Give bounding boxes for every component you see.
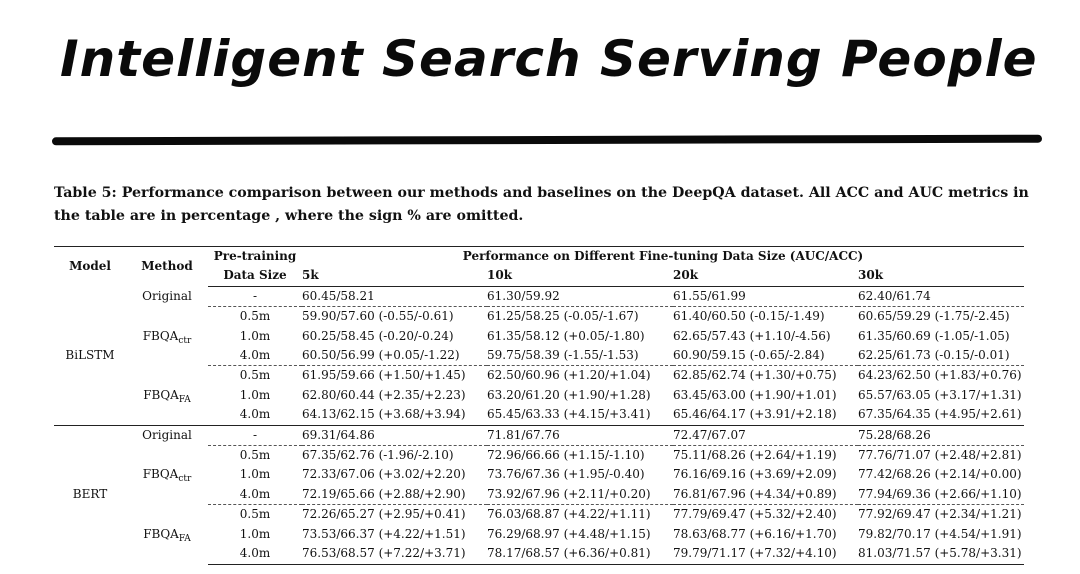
banner-title: Intelligent Search Serving People [60,30,1038,88]
table-cell: 61.25/58.25 (-0.05/-1.67) [487,307,673,327]
table-cell: 77.42/68.26 (+2.14/+0.00) [858,467,1022,482]
table-cell: 75.11/68.26 (+2.64/+1.19) [673,446,858,466]
header-size-5k: 5k [302,266,487,286]
table-cell: 72.26/65.27 (+2.95/+0.41) [302,505,487,525]
table-cell: 69.31/64.86 [302,425,487,445]
header-performance: Performance on Different Fine-tuning Data Size (AUC/ACC) [302,247,1024,267]
table-cell: 60.65/59.29 (-1.75/-2.45) [858,307,1024,327]
table-cell: 65.46/64.17 (+3.91/+2.18) [673,407,837,422]
table-cell: 76.03/68.87 (+4.22/+1.11) [487,505,673,525]
table-cell: 61.35/60.69 (-1.05/-1.05) [858,328,1010,343]
table-cell: 73.53/66.37 (+4.22/+1.51) [302,526,466,541]
table-cell: 76.16/69.16 (+3.69/+2.09) [673,467,837,482]
pretrain-size: 0.5m [208,446,302,466]
table-cell: 62.85/62.74 (+1.30/+0.75) [673,366,858,386]
table-cell: 72.96/66.66 (+1.15/-1.10) [487,446,673,466]
table-cell: 60.50/56.99 (+0.05/-1.22) [302,348,460,363]
table-row [54,425,1024,445]
table-cell: 60.25/58.45 (-0.20/-0.24) [302,328,454,343]
table-cell: 65.57/63.05 (+3.17/+1.31) [858,387,1022,402]
table-cell: 60.90/59.15 (-0.65/-2.84) [673,348,825,363]
model-label: BiLSTM [65,347,115,362]
table-cell: 76.53/68.57 (+7.22/+3.71) [302,544,487,564]
header-pretrain-line2: Data Size [208,266,302,286]
header-model: Model [54,247,126,287]
method-label: Original [126,425,208,445]
banner-divider [52,135,1042,146]
table-cell: 60.45/58.21 [302,288,375,303]
table-caption: Table 5: Performance comparison between our methods and baselines on the DeepQA dataset. All ACC and AUC metrics in the table are in percentage , where the sign % are omitted. [54,185,1029,224]
table-cell: 62.65/57.43 (+1.10/-4.56) [673,328,831,343]
pretrain-size: 1.0m [239,467,271,482]
table-cell: 62.25/61.73 (-0.15/-0.01) [858,348,1010,363]
table-row [54,307,1024,327]
pretrain-size: 4.0m [239,486,271,501]
table-cell: 77.92/69.47 (+2.34/+1.21) [858,505,1024,525]
table-cell: 73.76/67.36 (+1.95/-0.40) [487,467,645,482]
header-size-10k: 10k [487,266,673,286]
table-row [54,286,1024,306]
table-cell: 72.19/65.66 (+2.88/+2.90) [302,486,466,501]
method-label: Original [142,288,192,303]
method-label: $FBQA_{FA}$ [143,526,191,544]
table-cell: 76.29/68.97 (+4.48/+1.15) [487,526,651,541]
table-cell: 79.82/70.17 (+4.54/+1.91) [858,526,1022,541]
header-pretrain-line1: Pre-training [208,247,302,267]
table-row [54,446,1024,466]
table-cell: 72.33/67.06 (+3.02/+2.20) [302,467,466,482]
table-cell: 65.45/63.33 (+4.15/+3.41) [487,407,651,422]
table-cell: 61.40/60.50 (-0.15/-1.49) [673,307,858,327]
pretrain-size: - [252,288,258,303]
table-cell: 61.55/61.99 [673,288,746,303]
table-cell: 71.81/67.76 [487,425,673,445]
table-row [54,505,1024,525]
method-label: $FBQA_{ctr}$ [142,467,192,485]
table-cell: 62.50/60.96 (+1.20/+1.04) [487,366,673,386]
table-cell: 77.76/71.07 (+2.48/+2.81) [858,446,1024,466]
table-cell: 67.35/64.35 (+4.95/+2.61) [858,407,1022,422]
table-cell: 61.95/59.66 (+1.50/+1.45) [302,366,487,386]
table-cell: 61.35/58.12 (+0.05/-1.80) [487,328,645,343]
table-cell: 77.79/69.47 (+5.32/+2.40) [673,505,858,525]
pretrain-size: 1.0m [239,526,271,541]
table-cell: 75.28/68.26 [858,425,1024,445]
pretrain-size: 1.0m [239,328,271,343]
table-row [54,366,1024,386]
results-table [54,246,1024,565]
model-label: BERT [54,425,126,564]
table-cell: 64.13/62.15 (+3.68/+3.94) [302,407,466,422]
pretrain-size: - [208,425,302,445]
pretrain-size: 4.0m [239,348,271,363]
pretrain-size: 0.5m [208,307,302,327]
pretrain-size: 4.0m [208,544,302,564]
header-size-30k: 30k [858,266,1024,286]
table-cell: 76.81/67.96 (+4.34/+0.89) [673,486,837,501]
table-cell: 78.17/68.57 (+6.36/+0.81) [487,544,673,564]
table-cell: 63.45/63.00 (+1.90/+1.01) [673,387,837,402]
table-cell: 77.94/69.36 (+2.66/+1.10) [858,486,1022,501]
table-cell: 72.47/67.07 [673,425,858,445]
table-cell: 67.35/62.76 (-1.96/-2.10) [302,446,487,466]
table-body [54,286,1024,564]
header-method: Method [126,247,208,287]
table-cell: 59.75/58.39 (-1.55/-1.53) [487,348,639,363]
pretrain-size: 1.0m [239,387,271,402]
method-label: $FBQA_{ctr}$ [142,328,192,346]
method-label: $FBQA_{FA}$ [143,387,191,405]
table-cell: 73.92/67.96 (+2.11/+0.20) [487,486,651,501]
header-size-20k: 20k [673,266,858,286]
table-cell: 64.23/62.50 (+1.83/+0.76) [858,366,1024,386]
table-cell: 59.90/57.60 (-0.55/-0.61) [302,307,487,327]
pretrain-size: 0.5m [208,505,302,525]
pretrain-size: 4.0m [239,407,271,422]
table-cell: 62.80/60.44 (+2.35/+2.23) [302,387,466,402]
table-cell: 62.40/61.74 [858,288,931,303]
pretrain-size: 0.5m [208,366,302,386]
table-cell: 61.30/59.92 [487,288,560,303]
table-cell: 63.20/61.20 (+1.90/+1.28) [487,387,651,402]
table-cell: 79.79/71.17 (+7.32/+4.10) [673,544,858,564]
table-cell: 81.03/71.57 (+5.78/+3.31) [858,544,1024,564]
table-cell: 78.63/68.77 (+6.16/+1.70) [673,526,837,541]
